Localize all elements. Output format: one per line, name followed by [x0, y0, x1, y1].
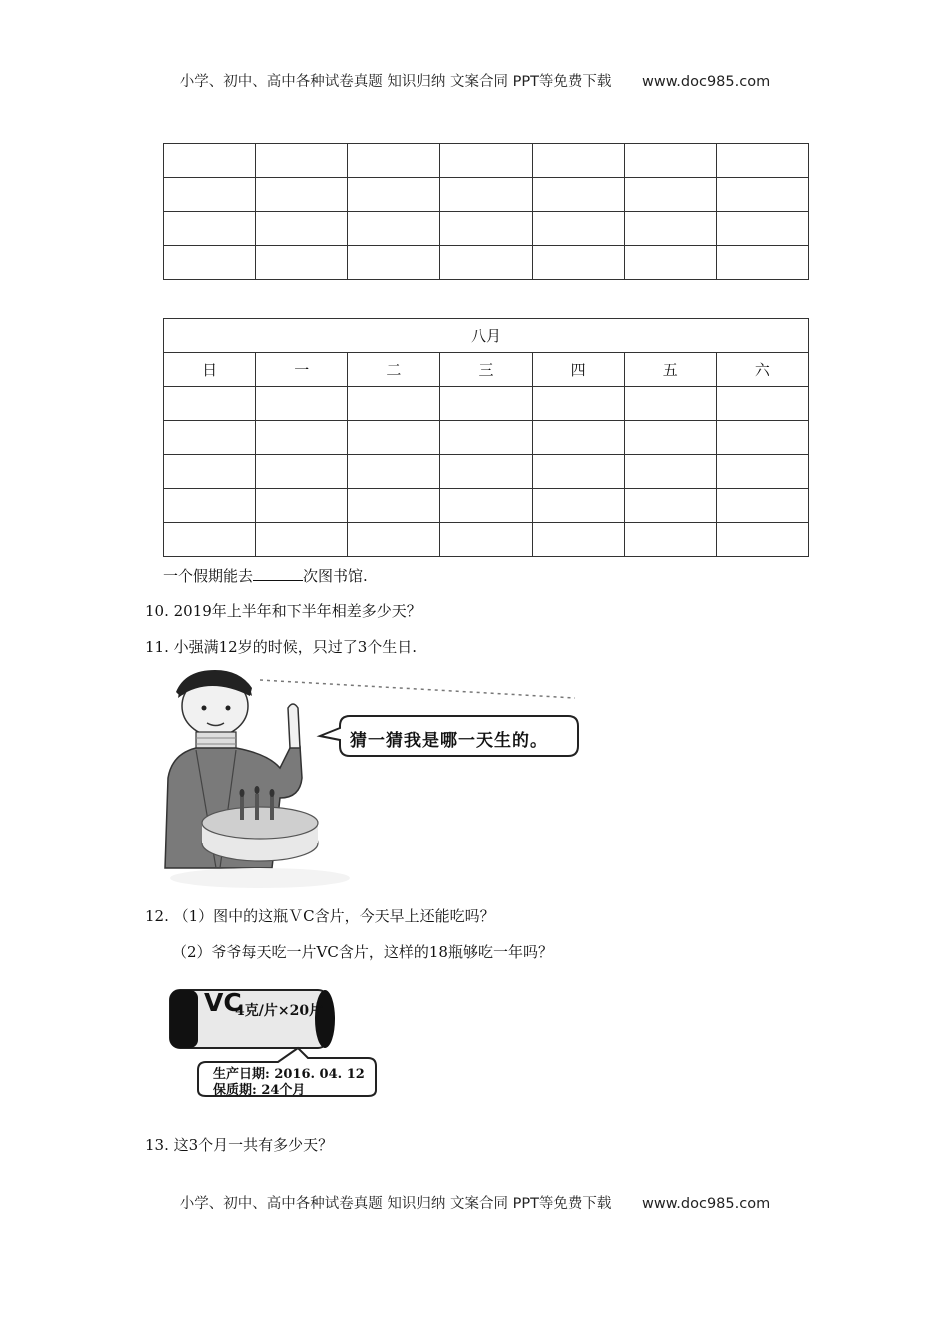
- question-12-part-1: 12. （1）图中的这瓶ＶC含片，今天早上还能吃吗？: [145, 907, 495, 925]
- page-header: [0, 70, 950, 91]
- header-site: www.doc985.com: [642, 74, 771, 90]
- august-calendar-table: [163, 318, 809, 557]
- speech-bubble-text: 猜一猜我是哪一天生的。: [350, 731, 548, 751]
- weekday-wed: 三: [440, 353, 532, 387]
- bottle-brand: VC: [204, 988, 242, 1017]
- weekday-header-row: [164, 353, 809, 387]
- question-13: 13. 这3个月一共有多少天？: [145, 1136, 334, 1154]
- table-row: [164, 421, 809, 455]
- table-row: [164, 178, 809, 212]
- question-10: 10. 2019年上半年和下半年相差多少天？: [145, 602, 422, 620]
- calendar-month-title: 八月: [164, 319, 809, 353]
- table-row: [164, 212, 809, 246]
- table-row: [164, 455, 809, 489]
- table-row: [164, 387, 809, 421]
- calendar-continued-table: [163, 143, 809, 280]
- footer-text: 小学、初中、高中各种试卷真题 知识归纳 文案合同 PPT等免费下载: [179, 1196, 612, 1212]
- weekday-sat: 六: [716, 353, 808, 387]
- q9-answer-line: [163, 565, 368, 586]
- weekday-thu: 四: [532, 353, 624, 387]
- q9-text-after: 次图书馆.: [303, 567, 368, 585]
- weekday-mon: 一: [256, 353, 348, 387]
- question-12-part-2: （2）爷爷每天吃一片VC含片，这样的18瓶够吃一年吗？: [172, 943, 553, 961]
- question-11: 11. 小强满12岁的时候，只过了3个生日.: [145, 638, 418, 656]
- weekday-tue: 二: [348, 353, 440, 387]
- boy-birthday-illustration: [160, 668, 580, 893]
- calendar-title-row: [164, 319, 809, 353]
- q9-text-before: 一个假期能去: [163, 567, 254, 585]
- header-text: 小学、初中、高中各种试卷真题 知识归纳 文案合同 PPT等免费下载: [179, 74, 612, 90]
- table-row: [164, 523, 809, 557]
- shelf-life: 保质期: 24个月: [213, 1083, 306, 1098]
- table-row: [164, 489, 809, 523]
- answer-blank[interactable]: [253, 566, 303, 581]
- production-date: 生产日期: 2016. 04. 12: [213, 1067, 365, 1082]
- weekday-fri: 五: [624, 353, 716, 387]
- weekday-sun: 日: [164, 353, 256, 387]
- table-row: [164, 144, 809, 178]
- bottle-spec: 4克/片×20片: [235, 1003, 324, 1019]
- footer-site: www.doc985.com: [642, 1196, 771, 1212]
- page-footer: [0, 1192, 950, 1213]
- table-row: [164, 246, 809, 280]
